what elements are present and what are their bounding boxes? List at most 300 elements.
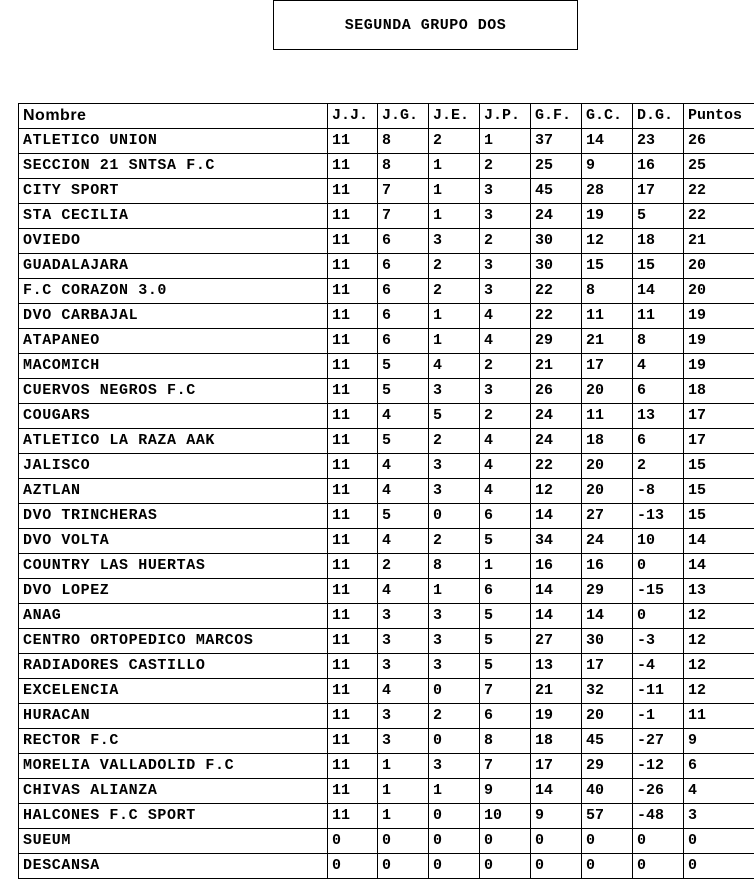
table-row [19, 729, 754, 754]
gf-cell: 9 [531, 804, 582, 829]
table-body [19, 129, 754, 879]
gf-cell: 17 [531, 754, 582, 779]
gf-cell: 21 [531, 354, 582, 379]
jg-cell: 8 [378, 154, 429, 179]
jj-cell: 11 [328, 429, 378, 454]
header-gc: G.C. [582, 104, 633, 129]
jg-cell: 5 [378, 379, 429, 404]
jp-cell: 5 [480, 604, 531, 629]
team-name-cell: ANAG [19, 604, 328, 629]
table-row [19, 654, 754, 679]
puntos-cell: 0 [684, 829, 754, 854]
je-cell: 0 [429, 729, 480, 754]
table-row [19, 129, 754, 154]
header-jg: J.G. [378, 104, 429, 129]
puntos-cell: 0 [684, 854, 754, 879]
table-row [19, 779, 754, 804]
gc-cell: 32 [582, 679, 633, 704]
jj-cell: 11 [328, 329, 378, 354]
team-name-cell: DVO TRINCHERAS [19, 504, 328, 529]
gf-cell: 24 [531, 404, 582, 429]
gc-cell: 30 [582, 629, 633, 654]
jp-cell: 1 [480, 554, 531, 579]
jp-cell: 2 [480, 354, 531, 379]
je-cell: 2 [429, 529, 480, 554]
jg-cell: 5 [378, 354, 429, 379]
puntos-cell: 9 [684, 729, 754, 754]
dg-cell: 6 [633, 379, 684, 404]
puntos-cell: 19 [684, 354, 754, 379]
gc-cell: 27 [582, 504, 633, 529]
jj-cell: 11 [328, 304, 378, 329]
jj-cell: 11 [328, 179, 378, 204]
gc-cell: 45 [582, 729, 633, 754]
puntos-cell: 17 [684, 429, 754, 454]
jj-cell: 11 [328, 129, 378, 154]
team-name-cell: DVO CARBAJAL [19, 304, 328, 329]
team-name-cell: AZTLAN [19, 479, 328, 504]
team-name-cell: OVIEDO [19, 229, 328, 254]
team-name-cell: ATAPANEO [19, 329, 328, 354]
table-row [19, 429, 754, 454]
gf-cell: 26 [531, 379, 582, 404]
dg-cell: 23 [633, 129, 684, 154]
jp-cell: 4 [480, 454, 531, 479]
puntos-cell: 15 [684, 454, 754, 479]
jp-cell: 5 [480, 629, 531, 654]
dg-cell: 0 [633, 604, 684, 629]
puntos-cell: 25 [684, 154, 754, 179]
gf-cell: 29 [531, 329, 582, 354]
table-row [19, 579, 754, 604]
team-name-cell: GUADALAJARA [19, 254, 328, 279]
table-row [19, 179, 754, 204]
dg-cell: -11 [633, 679, 684, 704]
jg-cell: 1 [378, 804, 429, 829]
gc-cell: 14 [582, 129, 633, 154]
gf-cell: 22 [531, 279, 582, 304]
table-row [19, 279, 754, 304]
puntos-cell: 14 [684, 529, 754, 554]
gf-cell: 34 [531, 529, 582, 554]
header-nombre: Nombre [19, 104, 328, 129]
jg-cell: 6 [378, 229, 429, 254]
table-row [19, 404, 754, 429]
jj-cell: 11 [328, 754, 378, 779]
je-cell: 1 [429, 179, 480, 204]
jj-cell: 11 [328, 379, 378, 404]
gc-cell: 17 [582, 354, 633, 379]
gc-cell: 20 [582, 704, 633, 729]
gf-cell: 24 [531, 429, 582, 454]
puntos-cell: 19 [684, 304, 754, 329]
team-name-cell: ATLETICO UNION [19, 129, 328, 154]
gc-cell: 14 [582, 604, 633, 629]
table-row [19, 554, 754, 579]
jj-cell: 11 [328, 704, 378, 729]
dg-cell: -15 [633, 579, 684, 604]
jg-cell: 7 [378, 204, 429, 229]
jj-cell: 11 [328, 454, 378, 479]
jp-cell: 4 [480, 304, 531, 329]
team-name-cell: COUGARS [19, 404, 328, 429]
jg-cell: 2 [378, 554, 429, 579]
gf-cell: 24 [531, 204, 582, 229]
gf-cell: 13 [531, 654, 582, 679]
jp-cell: 3 [480, 254, 531, 279]
jg-cell: 0 [378, 854, 429, 879]
gc-cell: 12 [582, 229, 633, 254]
puntos-cell: 22 [684, 204, 754, 229]
jg-cell: 3 [378, 704, 429, 729]
dg-cell: 11 [633, 304, 684, 329]
je-cell: 0 [429, 504, 480, 529]
dg-cell: 8 [633, 329, 684, 354]
header-dg: D.G. [633, 104, 684, 129]
table-row [19, 254, 754, 279]
jj-cell: 11 [328, 679, 378, 704]
jg-cell: 7 [378, 179, 429, 204]
table-row [19, 604, 754, 629]
jp-cell: 7 [480, 679, 531, 704]
gc-cell: 21 [582, 329, 633, 354]
team-name-cell: CHIVAS ALIANZA [19, 779, 328, 804]
team-name-cell: DESCANSA [19, 854, 328, 879]
team-name-cell: CENTRO ORTOPEDICO MARCOS [19, 629, 328, 654]
header-jp: J.P. [480, 104, 531, 129]
jg-cell: 4 [378, 404, 429, 429]
je-cell: 0 [429, 804, 480, 829]
puntos-cell: 3 [684, 804, 754, 829]
je-cell: 3 [429, 479, 480, 504]
team-name-cell: CITY SPORT [19, 179, 328, 204]
gf-cell: 30 [531, 229, 582, 254]
gc-cell: 29 [582, 754, 633, 779]
jp-cell: 2 [480, 154, 531, 179]
table-row [19, 304, 754, 329]
je-cell: 3 [429, 229, 480, 254]
gf-cell: 14 [531, 579, 582, 604]
header-gf: G.F. [531, 104, 582, 129]
gc-cell: 18 [582, 429, 633, 454]
je-cell: 3 [429, 454, 480, 479]
puntos-cell: 6 [684, 754, 754, 779]
je-cell: 2 [429, 129, 480, 154]
jg-cell: 6 [378, 329, 429, 354]
jj-cell: 0 [328, 854, 378, 879]
jg-cell: 3 [378, 629, 429, 654]
jj-cell: 11 [328, 654, 378, 679]
team-name-cell: EXCELENCIA [19, 679, 328, 704]
gc-cell: 40 [582, 779, 633, 804]
table-row [19, 479, 754, 504]
je-cell: 1 [429, 204, 480, 229]
je-cell: 2 [429, 254, 480, 279]
gc-cell: 29 [582, 579, 633, 604]
header-row [19, 104, 754, 129]
puntos-cell: 15 [684, 479, 754, 504]
puntos-cell: 22 [684, 179, 754, 204]
team-name-cell: SUEUM [19, 829, 328, 854]
jg-cell: 4 [378, 479, 429, 504]
gf-cell: 18 [531, 729, 582, 754]
jp-cell: 6 [480, 579, 531, 604]
team-name-cell: MACOMICH [19, 354, 328, 379]
jp-cell: 6 [480, 704, 531, 729]
puntos-cell: 20 [684, 254, 754, 279]
jg-cell: 6 [378, 304, 429, 329]
jg-cell: 0 [378, 829, 429, 854]
table-row [19, 229, 754, 254]
gc-cell: 24 [582, 529, 633, 554]
team-name-cell: F.C CORAZON 3.0 [19, 279, 328, 304]
jg-cell: 5 [378, 429, 429, 454]
team-name-cell: CUERVOS NEGROS F.C [19, 379, 328, 404]
puntos-cell: 15 [684, 504, 754, 529]
team-name-cell: COUNTRY LAS HUERTAS [19, 554, 328, 579]
jg-cell: 5 [378, 504, 429, 529]
puntos-cell: 12 [684, 654, 754, 679]
gf-cell: 16 [531, 554, 582, 579]
dg-cell: 0 [633, 554, 684, 579]
gf-cell: 37 [531, 129, 582, 154]
gc-cell: 20 [582, 479, 633, 504]
puntos-cell: 4 [684, 779, 754, 804]
dg-cell: 15 [633, 254, 684, 279]
jp-cell: 5 [480, 529, 531, 554]
jp-cell: 4 [480, 329, 531, 354]
jp-cell: 0 [480, 829, 531, 854]
jg-cell: 6 [378, 254, 429, 279]
jj-cell: 11 [328, 479, 378, 504]
jj-cell: 11 [328, 529, 378, 554]
table-row [19, 829, 754, 854]
gf-cell: 14 [531, 604, 582, 629]
gc-cell: 11 [582, 404, 633, 429]
je-cell: 1 [429, 329, 480, 354]
jj-cell: 11 [328, 729, 378, 754]
table-row [19, 154, 754, 179]
gf-cell: 30 [531, 254, 582, 279]
gc-cell: 11 [582, 304, 633, 329]
dg-cell: -26 [633, 779, 684, 804]
team-name-cell: STA CECILIA [19, 204, 328, 229]
gc-cell: 15 [582, 254, 633, 279]
puntos-cell: 17 [684, 404, 754, 429]
page-title: SEGUNDA GRUPO DOS [273, 0, 578, 50]
je-cell: 5 [429, 404, 480, 429]
gc-cell: 0 [582, 854, 633, 879]
gf-cell: 0 [531, 854, 582, 879]
dg-cell: -8 [633, 479, 684, 504]
gf-cell: 14 [531, 779, 582, 804]
je-cell: 3 [429, 754, 480, 779]
jg-cell: 3 [378, 654, 429, 679]
jg-cell: 4 [378, 454, 429, 479]
je-cell: 1 [429, 304, 480, 329]
jp-cell: 3 [480, 379, 531, 404]
jj-cell: 11 [328, 804, 378, 829]
jp-cell: 4 [480, 479, 531, 504]
team-name-cell: JALISCO [19, 454, 328, 479]
jp-cell: 10 [480, 804, 531, 829]
gf-cell: 45 [531, 179, 582, 204]
jp-cell: 7 [480, 754, 531, 779]
puntos-cell: 18 [684, 379, 754, 404]
team-name-cell: HALCONES F.C SPORT [19, 804, 328, 829]
gf-cell: 21 [531, 679, 582, 704]
gf-cell: 12 [531, 479, 582, 504]
gc-cell: 19 [582, 204, 633, 229]
jp-cell: 6 [480, 504, 531, 529]
dg-cell: -1 [633, 704, 684, 729]
table-row [19, 204, 754, 229]
team-name-cell: SECCION 21 SNTSA F.C [19, 154, 328, 179]
gf-cell: 22 [531, 304, 582, 329]
jp-cell: 0 [480, 854, 531, 879]
puntos-cell: 21 [684, 229, 754, 254]
table-row [19, 379, 754, 404]
jg-cell: 8 [378, 129, 429, 154]
table-row [19, 329, 754, 354]
jj-cell: 0 [328, 829, 378, 854]
jj-cell: 11 [328, 629, 378, 654]
jp-cell: 3 [480, 179, 531, 204]
dg-cell: 4 [633, 354, 684, 379]
gc-cell: 20 [582, 454, 633, 479]
table-row [19, 504, 754, 529]
puntos-cell: 14 [684, 554, 754, 579]
gc-cell: 57 [582, 804, 633, 829]
puntos-cell: 12 [684, 604, 754, 629]
table-row [19, 629, 754, 654]
jg-cell: 3 [378, 729, 429, 754]
gf-cell: 19 [531, 704, 582, 729]
je-cell: 0 [429, 829, 480, 854]
dg-cell: -27 [633, 729, 684, 754]
jp-cell: 5 [480, 654, 531, 679]
dg-cell: 10 [633, 529, 684, 554]
jg-cell: 1 [378, 754, 429, 779]
gc-cell: 28 [582, 179, 633, 204]
je-cell: 1 [429, 154, 480, 179]
dg-cell: 16 [633, 154, 684, 179]
team-name-cell: RADIADORES CASTILLO [19, 654, 328, 679]
je-cell: 3 [429, 629, 480, 654]
dg-cell: -4 [633, 654, 684, 679]
table-row [19, 354, 754, 379]
jj-cell: 11 [328, 229, 378, 254]
jj-cell: 11 [328, 579, 378, 604]
dg-cell: 0 [633, 854, 684, 879]
jg-cell: 1 [378, 779, 429, 804]
table-row [19, 454, 754, 479]
team-name-cell: DVO VOLTA [19, 529, 328, 554]
je-cell: 2 [429, 704, 480, 729]
gc-cell: 8 [582, 279, 633, 304]
jp-cell: 2 [480, 404, 531, 429]
table-row [19, 704, 754, 729]
jj-cell: 11 [328, 504, 378, 529]
header-puntos: Puntos [684, 104, 754, 129]
dg-cell: 14 [633, 279, 684, 304]
je-cell: 2 [429, 429, 480, 454]
gc-cell: 16 [582, 554, 633, 579]
jg-cell: 3 [378, 604, 429, 629]
table-row [19, 529, 754, 554]
table-row [19, 854, 754, 879]
je-cell: 4 [429, 354, 480, 379]
jj-cell: 11 [328, 204, 378, 229]
puntos-cell: 12 [684, 629, 754, 654]
standings-table [18, 103, 754, 879]
jg-cell: 4 [378, 679, 429, 704]
header-je: J.E. [429, 104, 480, 129]
dg-cell: 6 [633, 429, 684, 454]
puntos-cell: 19 [684, 329, 754, 354]
je-cell: 3 [429, 604, 480, 629]
dg-cell: 17 [633, 179, 684, 204]
je-cell: 3 [429, 654, 480, 679]
jg-cell: 4 [378, 529, 429, 554]
jj-cell: 11 [328, 604, 378, 629]
je-cell: 8 [429, 554, 480, 579]
je-cell: 1 [429, 579, 480, 604]
dg-cell: -12 [633, 754, 684, 779]
team-name-cell: HURACAN [19, 704, 328, 729]
jj-cell: 11 [328, 354, 378, 379]
puntos-cell: 13 [684, 579, 754, 604]
gc-cell: 0 [582, 829, 633, 854]
jp-cell: 4 [480, 429, 531, 454]
jp-cell: 2 [480, 229, 531, 254]
team-name-cell: ATLETICO LA RAZA AAK [19, 429, 328, 454]
jj-cell: 11 [328, 154, 378, 179]
dg-cell: 0 [633, 829, 684, 854]
team-name-cell: DVO LOPEZ [19, 579, 328, 604]
jj-cell: 11 [328, 554, 378, 579]
gc-cell: 9 [582, 154, 633, 179]
je-cell: 1 [429, 779, 480, 804]
jg-cell: 4 [378, 579, 429, 604]
gc-cell: 17 [582, 654, 633, 679]
puntos-cell: 20 [684, 279, 754, 304]
table-row [19, 679, 754, 704]
je-cell: 2 [429, 279, 480, 304]
jj-cell: 11 [328, 254, 378, 279]
table-row [19, 804, 754, 829]
dg-cell: 13 [633, 404, 684, 429]
dg-cell: 2 [633, 454, 684, 479]
gf-cell: 25 [531, 154, 582, 179]
header-jj: J.J. [328, 104, 378, 129]
gf-cell: 27 [531, 629, 582, 654]
gf-cell: 14 [531, 504, 582, 529]
gc-cell: 20 [582, 379, 633, 404]
je-cell: 0 [429, 679, 480, 704]
dg-cell: -48 [633, 804, 684, 829]
jg-cell: 6 [378, 279, 429, 304]
dg-cell: 18 [633, 229, 684, 254]
table-row [19, 754, 754, 779]
jp-cell: 3 [480, 279, 531, 304]
jp-cell: 1 [480, 129, 531, 154]
je-cell: 0 [429, 854, 480, 879]
dg-cell: -13 [633, 504, 684, 529]
dg-cell: 5 [633, 204, 684, 229]
je-cell: 3 [429, 379, 480, 404]
puntos-cell: 12 [684, 679, 754, 704]
